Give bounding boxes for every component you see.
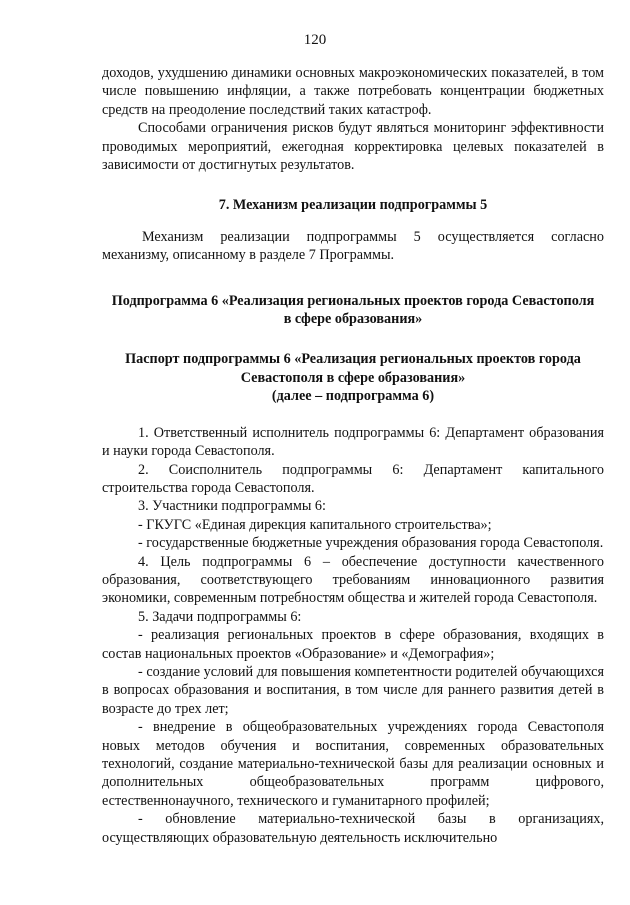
subprogram6-title-line2: в сфере образования» — [283, 311, 423, 328]
subprogram6-title-line1: Подпрограмма 6 «Реализация региональных проектов города Севастополя — [111, 292, 595, 309]
item-5-task-1: - реализация региональных проектов в сфере образования, входящих в состав национальных проектов «Образование» и «Демография»; — [102, 627, 604, 662]
item-2: 2. Соисполнитель подпрограммы 6: Департамент капитального строительства города Севастополя. — [102, 461, 604, 496]
section7-heading: 7. Механизм реализации подпрограммы 5 — [218, 197, 488, 214]
passport-title-line2: Севастополя в сфере образования» — [240, 369, 466, 386]
item-4: 4. Цель подпрограммы 6 – обеспечение доступности качественного образования, соответствующего требованиям инновационного развития экономики, современным потребностям общества и жителей города Севастополя. — [102, 553, 604, 607]
intro-paragraph-2: Способами ограничения рисков будут являться мониторинг эффективности проводимых мероприятий, ежегодная корректировка целевых показателей в зависимости от достигнутых результатов. — [102, 120, 604, 174]
item-3: 3. Участники подпрограммы 6: — [138, 498, 326, 515]
page-number: 120 — [303, 32, 327, 48]
item-5: 5. Задачи подпрограммы 6: — [138, 608, 302, 625]
item-5-task-2: - создание условий для повышения компетентности родителей обучающихся в вопросах образования и воспитания, в том числе для раннего развития детей в возрасте до трех лет; — [102, 663, 604, 717]
passport-title-line3: (далее – подпрограмма 6) — [271, 388, 435, 405]
item-3-participant-1: - ГКУГС «Единая дирекция капитального строительства»; — [138, 516, 492, 533]
subprogram6-title — [102, 292, 604, 329]
item-5-task-3: - внедрение в общеобразовательных учреждениях города Севастополя новых методов обучения и воспитания, современных образовательных технологий, создание материально-технической базы для реализации основных и дополнительных общеобразовательных программ цифрового, естественнонаучного, технического и гуманитарного профилей; — [102, 719, 604, 809]
passport-title — [102, 350, 604, 405]
passport-title-line1: Паспорт подпрограммы 6 «Реализация региональных проектов города — [125, 351, 581, 368]
page-content — [102, 64, 604, 847]
item-1: 1. Ответственный исполнитель подпрограммы 6: Департамент образования и науки города Севастополя. — [102, 424, 604, 460]
item-5-task-4: - обновление материально-технической базы в организациях, осуществляющих образовательную деятельность исключительно — [102, 811, 604, 846]
item-3-participant-2: - государственные бюджетные учреждения образования города Севастополя. — [138, 535, 604, 552]
intro-paragraph-1: доходов, ухудшению динамики основных макроэкономических показателей, в том числе повышению инфляции, а также потребовать концентрации бюджетных средств на преодоление последствий таких катастроф. — [102, 65, 604, 118]
section7-text: Механизм реализации подпрограммы 5 осуществляется согласно механизму, описанному в разделе 7 Программы. — [102, 228, 604, 264]
passport-items — [102, 424, 604, 847]
